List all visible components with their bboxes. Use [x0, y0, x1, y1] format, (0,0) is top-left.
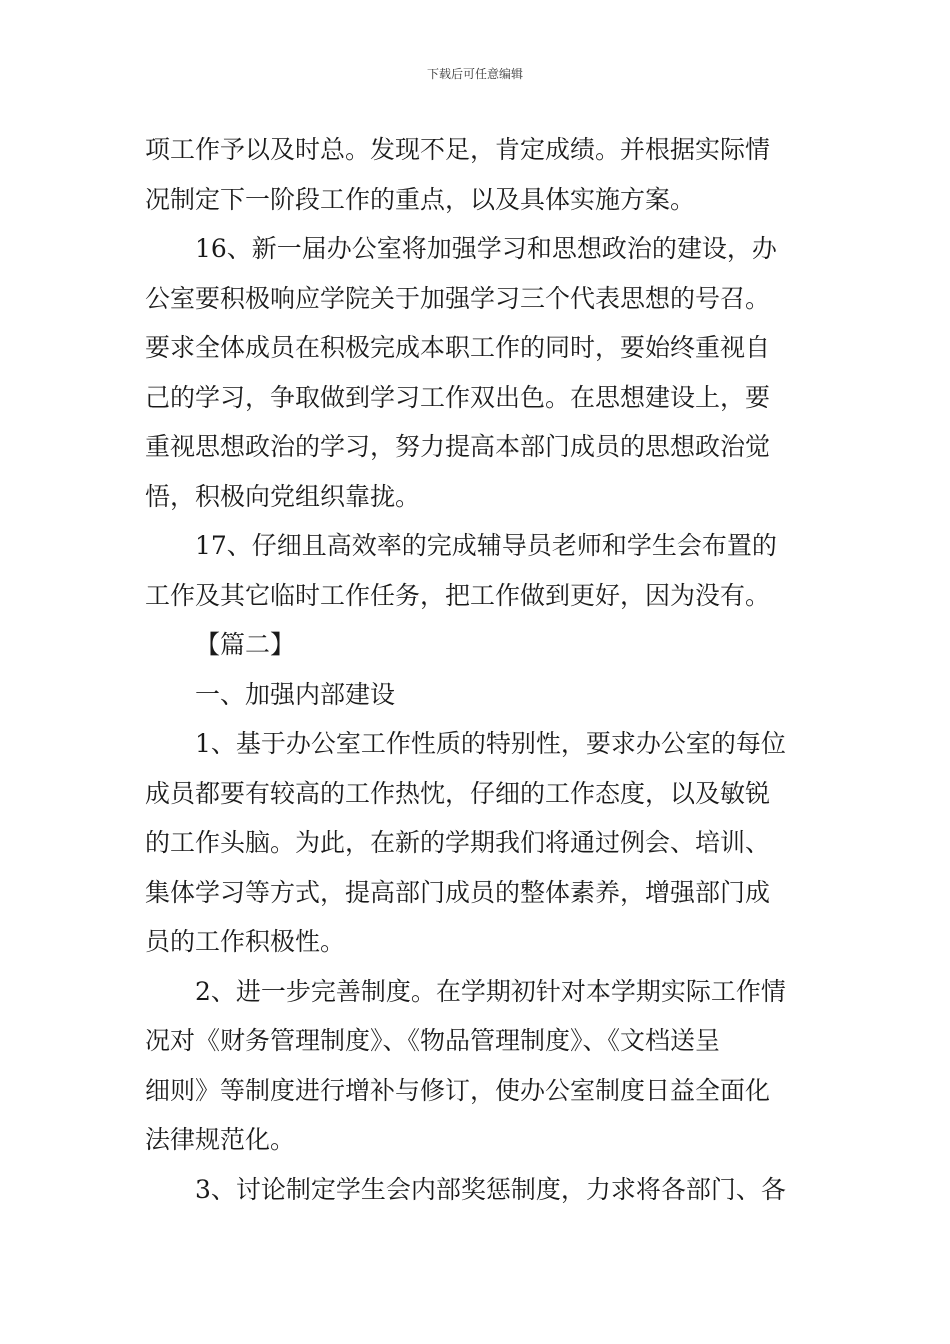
- text-line: 项工作予以及时总。发现不足，肯定成绩。并根据实际情: [145, 135, 771, 164]
- text-line: 的工作头脑。为此，在新的学期我们将通过例会、培训、: [145, 828, 771, 857]
- text-line: 成员都要有较高的工作热忱，仔细的工作态度，以及敏锐: [145, 778, 771, 808]
- paragraph-start-3: 3、讨论制定学生会内部奖惩制度，力求将各部门、各: [195, 1174, 786, 1204]
- text-line: 集体学习等方式，提高部门成员的整体素养，增强部门成: [145, 877, 771, 907]
- paragraph-start-2: 2、进一步完善制度。在学期初针对本学期实际工作情: [195, 976, 786, 1006]
- text-line: 况制定下一阶段工作的重点，以及具体实施方案。: [145, 184, 696, 214]
- text-line: 要求全体成员在积极完成本职工作的同时，要始终重视自: [145, 333, 771, 362]
- text-line: 员的工作积极性。: [145, 927, 346, 956]
- text-line: 悟，积极向党组织靠拢。: [145, 481, 421, 511]
- text-line: 法律规范化。: [145, 1125, 296, 1154]
- paragraph-start-1: 1、基于办公室工作性质的特别性，要求办公室的每位: [195, 729, 786, 758]
- text-line: 己的学习，争取做到学习工作双出色。在思想建设上，要: [145, 382, 771, 412]
- paragraph-start-17: 17、仔细且高效率的完成辅导员老师和学生会布置的: [195, 531, 777, 560]
- section-heading: 【篇二】: [195, 630, 296, 659]
- paragraph-start-16: 16、新一届办公室将加强学习和思想政治的建设，办: [195, 234, 777, 263]
- text-line: 况对《财务管理制度》、《物品管理制度》、《文档送呈: [145, 1026, 721, 1055]
- document-body: [145, 130, 807, 1219]
- text-line: 公室要积极响应学院关于加强学习三个代表思想的号召。: [145, 283, 771, 313]
- text-line: 工作及其它临时工作任务，把工作做到更好，因为没有。: [145, 580, 771, 610]
- subsection-heading: 一、加强内部建设: [195, 679, 396, 709]
- page-header: 下载后可任意编辑: [426, 67, 523, 81]
- text-line: 重视思想政治的学习，努力提高本部门成员的思想政治觉: [145, 432, 771, 461]
- text-line: 细则》等制度进行增补与修订，使办公室制度日益全面化: [145, 1075, 771, 1105]
